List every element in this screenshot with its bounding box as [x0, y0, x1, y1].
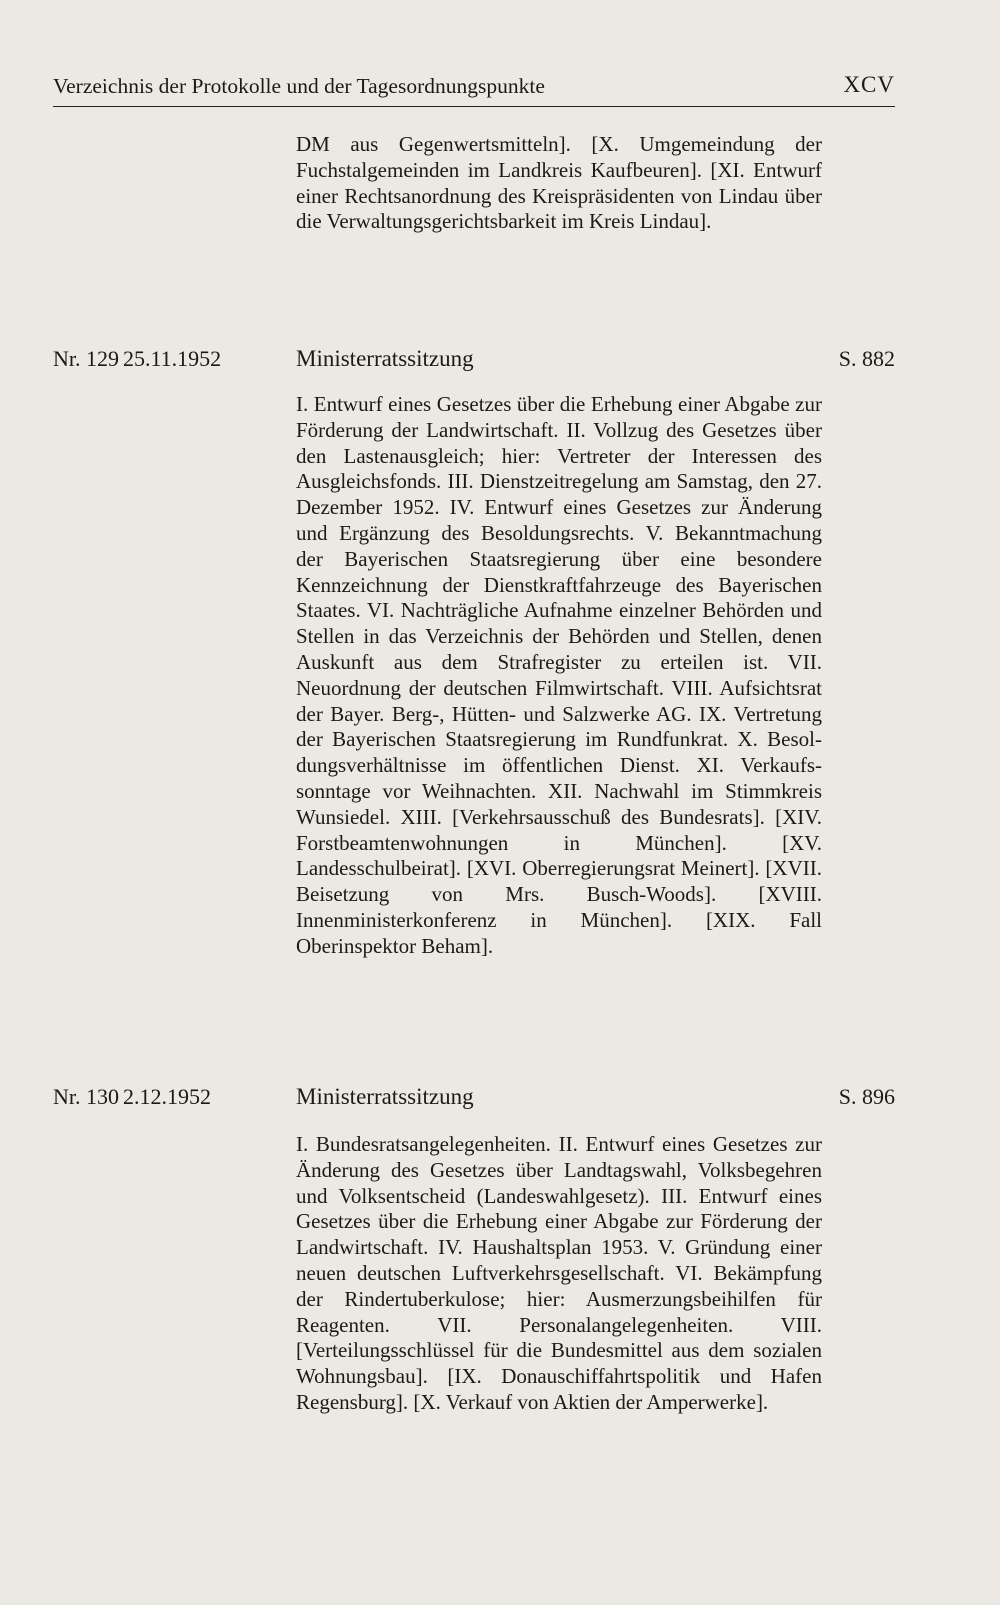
entry-date: 25.11.1952 — [123, 346, 222, 371]
continuation-text: DM aus Gegenwertsmitteln]. [X. Umgemeindung der Fuchstalgemeinden im Landkreis Kaufbeuren]. [XI. Entwurf einer Rechtsanordnung des Kreispräsidenten von Lindau über die Verwaltungsgerichtsbarkeit im Kreis Lindau]. — [296, 132, 822, 234]
entry-heading-129 — [53, 346, 895, 376]
entry-date: 2.12.1952 — [123, 1084, 211, 1109]
running-header — [53, 66, 895, 107]
entry-title: Ministerratssitzung — [296, 346, 474, 371]
entry-agenda-130: I. Bundesratsangelegenheiten. II. Entwurf eines Gesetzes zur Änderung des Gesetzes über Landtagswahl, Volksbegehren und Volksentscheid (Landeswahlgesetz). III. Entwurf eines Gesetzes über die Erhebung einer Abgabe zur Förderung der Landwirtschaft. IV. Haushaltsplan 1953. V. Gründung einer neuen deutschen Luftverkehrsgesellschaft. VI. Bekämpfung der Rindertuberkulose; hier: Ausmerzungsbeihilfen für Reagenten. VII. Personalangelegenheiten. VIII. [Verteilungsschlüssel für die Bundesmittel aus dem sozialen Wohnungsbau]. [IX. Donauschiffahrtspolitik und Hafen Regensburg]. [X. Verkauf von Aktien der Amperwerke]. — [296, 1132, 822, 1414]
entry-number: Nr. 130 — [53, 1084, 119, 1109]
entry-agenda-129: I. Entwurf eines Gesetzes über die Erhebung einer Abgabe zur Förderung der Landwirtschaft. II. Vollzug des Gesetzes über den Lastenausgleich; hier: Vertreter der Interessen des Ausgleichsfonds. III. Dienstzeitregelung am Samstag, den 27. Dezember 1952. IV. Entwurf eines Gesetzes zur Änderung und Ergänzung des Besoldungsrechts. V. Bekanntmachung der Bayerischen Staatsregierung über eine besondere Kennzeichnung der Dienstkraftfahrzeuge des Bayerischen Staates. VI. Nachträgliche Aufnahme einzelner Behörden und Stellen in das Verzeichnis der Behörden und Stellen, denen Auskunft aus dem Strafregister zu erteilen ist. VII. Neuordnung der deutschen Filmwirtschaft. VIII. Aufsichtsrat der Bayer. Berg-, Hütten- und Salzwerke AG. IX. Vertretung der Bayerischen Staatsregierung im Rundfunkrat. X. Besoldungsverhältnisse im öffentlichen Dienst. XI. Verkaufssonntage vor Weihnachten. XII. Nachwahl im Stimmkreis Wunsiedel. XIII. [Verkehrsausschuß des Bundesrats]. [XIV. Forstbeamtenwohnungen in München]. [XV. Landesschulbeirat]. [XVI. Oberregierungsrat Meinert]. [XVII. Beisetzung von Mrs. Busch-Woods]. [XVIII. Innenministerkonferenz in München]. [XIX. Fall Oberinspektor Beham]. — [296, 392, 822, 958]
header-page-number: XCV — [843, 72, 895, 97]
entry-title: Ministerratssitzung — [296, 1084, 474, 1109]
entry-heading-130 — [53, 1084, 895, 1114]
entry-page-ref: S. 882 — [838, 346, 895, 371]
entry-page-ref: S. 896 — [838, 1084, 895, 1109]
header-title: Verzeichnis der Protokolle und der Tagesordnungspunkte — [53, 74, 545, 98]
entry-number: Nr. 129 — [53, 346, 119, 371]
